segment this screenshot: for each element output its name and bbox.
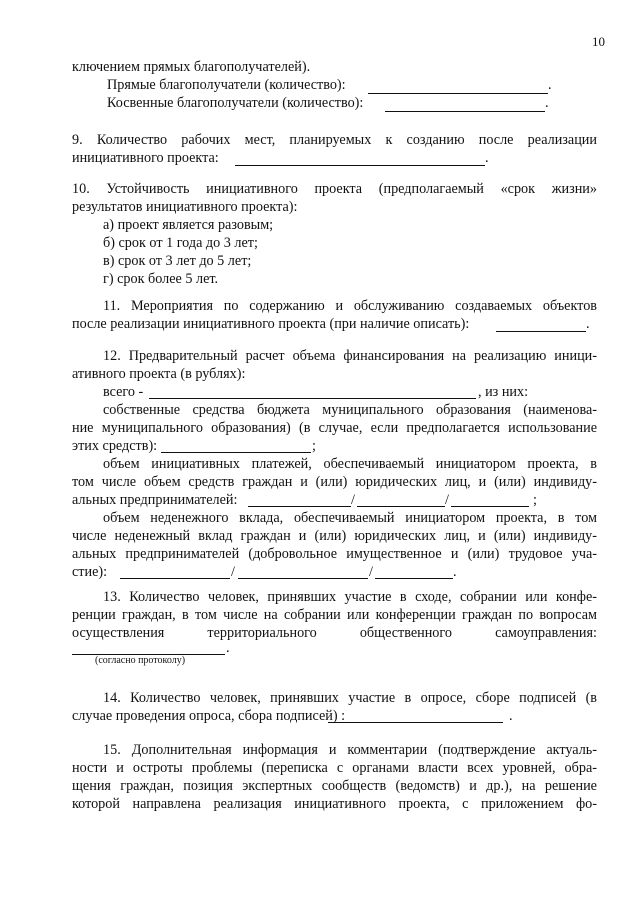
text-line: Прямые благополучатели (количество): <box>107 77 346 93</box>
text-line: стие): <box>72 564 108 580</box>
blank-line <box>120 578 230 579</box>
blank-line <box>368 93 548 94</box>
text-line: объем инициативных платежей, обеспечиваемый инициатором проекта, в <box>103 456 597 472</box>
text-line: , из них: <box>478 384 529 400</box>
text-line: ренции граждан, в том числе на собрании или конференции граждан по вопросам <box>72 607 597 623</box>
blank-line <box>161 452 311 453</box>
text-line: после реализации инициативного проекта (при наличие описать): <box>72 316 470 332</box>
text-line: осуществления территориального общественного самоуправления: <box>72 625 597 641</box>
text-line: Косвенные благополучатели (количество): <box>107 95 364 111</box>
text-line: собственные средства бюджета муниципального образования (наименова- <box>103 402 597 418</box>
text-line: 11. Мероприятия по содержанию и обслуживанию создаваемых объектов <box>103 298 597 314</box>
blank-line <box>496 331 586 332</box>
text-line: ативного проекта (в рублях): <box>72 366 246 382</box>
text-line: щения граждан, позиция экспертных сообществ (ведомств) и др.), на решение <box>72 778 597 794</box>
text-line: 12. Предварительный расчет объема финансирования на реализацию иници- <box>103 348 597 364</box>
text-line: объем неденежного вклада, обеспечиваемый инициатором проекта, в том <box>103 510 597 526</box>
blank-line <box>357 506 445 507</box>
text-line: альных предпринимателей (добровольное имущественное и (или) трудовое уча- <box>72 546 597 562</box>
caption: (согласно протоколу) <box>95 655 186 666</box>
text-line: 15. Дополнительная информация и комментарии (подтверждение актуаль- <box>103 742 597 758</box>
list-item: а) проект является разовым; <box>103 217 274 233</box>
list-item: г) срок более 5 лет. <box>103 271 219 287</box>
blank-line <box>328 722 503 723</box>
text-line: альных предпринимателей: <box>72 492 238 508</box>
text-line: всего - <box>103 384 144 400</box>
blank-line <box>149 398 476 399</box>
blank-line <box>248 506 351 507</box>
text-line: этих средств): <box>72 438 158 454</box>
text-line: 14. Количество человек, принявших участие в опросе, сборе подписей (в <box>103 690 597 706</box>
text-line: результатов инициативного проекта): <box>72 199 298 215</box>
text-line: ние муниципального образования) (в случае, если предполагается использование <box>72 420 597 436</box>
text-line: 13. Количество человек, принявших участие в сходе, собрании или конфе- <box>103 589 597 605</box>
list-item: б) срок от 1 года до 3 лет; <box>103 235 258 251</box>
list-item: в) срок от 3 лет до 5 лет; <box>103 253 252 269</box>
text-line: которой направлена реализация инициативного проекта, с приложением фо- <box>72 796 597 812</box>
page-number: 10 <box>592 34 605 49</box>
blank-line <box>451 506 529 507</box>
text-line: случае проведения опроса, сбора подписей) : <box>72 708 346 724</box>
text-line: инициативного проекта: <box>72 150 219 166</box>
blank-line <box>235 165 485 166</box>
text-line: 10. Устойчивость инициативного проекта (предполагаемый «срок жизни» <box>72 181 597 197</box>
text-line: числе неденежный вклад граждан и (или) юридических лиц, и (или) индивиду- <box>72 528 597 544</box>
document-page: 10 ключением прямых благополучателей). Прямые благополучатели (количество): . Косвенные благополучатели (количество): . 9. Количество рабочих мест, планируемых к созданию после реализации инициативного проекта: . 10. Устойчивость инициативного проекта (предполагаемый «срок жизни» результатов инициативного проекта): а) проект является разовым; б) срок от 1 года до 3 лет; в) срок от 3 лет до 5 лет; г) срок более 5 лет. 11. Мероприятия по содержанию и обслуживанию создаваемых объектов после реализации инициативного проекта (при наличие описать): . 12. Предварительный расчет объема финансирования на реализацию иници- ативного проекта (в рублях): всего - , из них: собственные средства бюджета муниципального образования (наименова- ние муниципального образования) (в случае, если предполагается использование этих средств): ; объем инициативных платежей, обеспечиваемый инициатором проекта, в том числе объем средств граждан и (или) юридических лиц, и (или) индивиду- альных предпринимателей: / / ; объем неденежного вклада, обеспечиваемый инициатором проекта, в том числе неденежный вклад граждан и (или) юридических лиц, и (или) индивиду- альных предпринимателей (добровольное имущественное и (или) трудовое уча- стие): / / . 13. Количество человек, принявших участие в сходе, собрании или конфе- ренции граждан, в том числе на собрании или конференции граждан по вопросам осуществления территориального общественного самоуправления: . (согласно протоколу) 14. Количество человек, принявших участие в опросе, сборе подписей (в случае проведения опроса, сбора подписей) : . 15. Дополнительная информация и комментарии (подтверждение актуаль- ности и остроты проблемы (переписка с органами власти всех уровней, обра- щения граждан, позиция экспертных сообществ (ведомств) и др.), на решение которой направлена реализация инициативного проекта, с приложением фо- <box>72 34 605 812</box>
text-line: 9. Количество рабочих мест, планируемых к созданию после реализации <box>72 132 597 148</box>
text-line: том числе объем средств граждан и (или) юридических лиц, и (или) индивиду- <box>72 474 597 490</box>
blank-line <box>385 111 545 112</box>
text-line: ключением прямых благополучателей). <box>72 59 311 75</box>
blank-line <box>375 578 453 579</box>
blank-line <box>238 578 368 579</box>
text-line: ности и остроты проблемы (переписка с органами власти всех уровней, обра- <box>72 760 597 776</box>
